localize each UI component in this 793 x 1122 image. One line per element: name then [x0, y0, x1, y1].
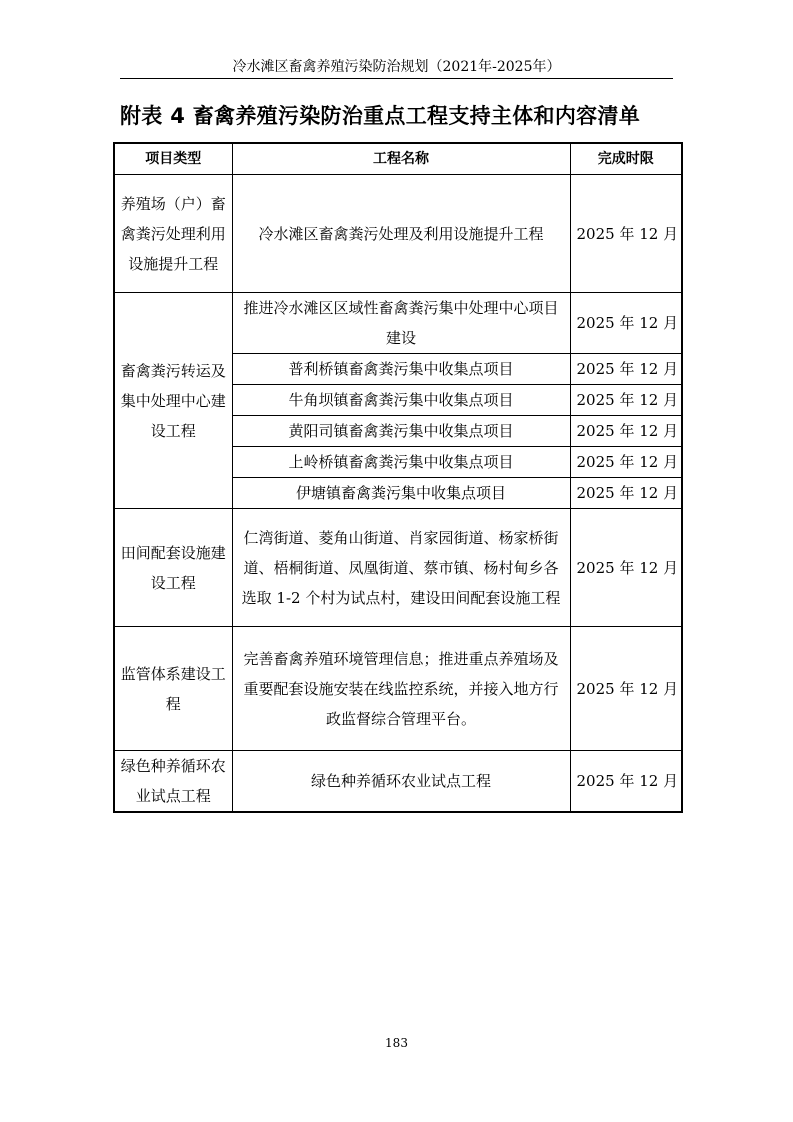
deadline-cell: 2025 年 12 月: [570, 751, 682, 813]
deadline-cell: 2025 年 12 月: [570, 478, 682, 509]
header-project-type: 项目类型: [114, 143, 232, 175]
table-row: [114, 175, 682, 293]
deadline-cell: 2025 年 12 月: [570, 627, 682, 751]
project-name-cell: 牛角坝镇畜禽粪污集中收集点项目: [232, 385, 570, 416]
table-row: [114, 627, 682, 751]
table-row: [114, 293, 682, 354]
project-name-cell: 黄阳司镇畜禽粪污集中收集点项目: [232, 416, 570, 447]
project-type-cell: 畜禽粪污转运及集中处理中心建设工程: [114, 293, 232, 509]
project-name-cell: 上岭桥镇畜禽粪污集中收集点项目: [232, 447, 570, 478]
project-type-cell: 绿色种养循环农业试点工程: [114, 751, 232, 813]
page-title: 附表 4 畜禽养殖污染防治重点工程支持主体和内容清单: [120, 104, 641, 128]
running-header: 冷水滩区畜禽养殖污染防治规划（2021年-2025年）: [232, 59, 561, 75]
project-type-cell: 养殖场（户）畜禽粪污处理利用设施提升工程: [114, 175, 232, 293]
deadline-cell: 2025 年 12 月: [570, 416, 682, 447]
deadline-cell: 2025 年 12 月: [570, 447, 682, 478]
project-name-cell: 普利桥镇畜禽粪污集中收集点项目: [232, 354, 570, 385]
table-header-row: [114, 143, 682, 175]
table-row: [114, 751, 682, 813]
table-row: [114, 509, 682, 627]
project-name-cell: 伊塘镇畜禽粪污集中收集点项目: [232, 478, 570, 509]
project-type-cell: 田间配套设施建设工程: [114, 509, 232, 627]
project-name-cell: 仁湾街道、菱角山街道、肖家园街道、杨家桥街道、梧桐街道、凤凰街道、蔡市镇、杨村甸乡各选取 1-2 个村为试点村，建设田间配套设施工程: [232, 509, 570, 627]
header-rule: [120, 78, 673, 79]
page-number: 183: [385, 1036, 408, 1050]
deadline-cell: 2025 年 12 月: [570, 354, 682, 385]
project-table: [113, 142, 683, 813]
project-name-cell: 完善畜禽养殖环境管理信息；推进重点养殖场及重要配套设施安装在线监控系统，并接入地方行政监督综合管理平台。: [232, 627, 570, 751]
header-project-name: 工程名称: [232, 143, 570, 175]
deadline-cell: 2025 年 12 月: [570, 293, 682, 354]
project-name-cell: 推进冷水滩区区域性畜禽粪污集中处理中心项目建设: [232, 293, 570, 354]
project-name-cell: 绿色种养循环农业试点工程: [232, 751, 570, 813]
project-type-cell: 监管体系建设工程: [114, 627, 232, 751]
project-name-cell: 冷水滩区畜禽粪污处理及利用设施提升工程: [232, 175, 570, 293]
deadline-cell: 2025 年 12 月: [570, 175, 682, 293]
deadline-cell: 2025 年 12 月: [570, 385, 682, 416]
header-deadline: 完成时限: [570, 143, 682, 175]
deadline-cell: 2025 年 12 月: [570, 509, 682, 627]
